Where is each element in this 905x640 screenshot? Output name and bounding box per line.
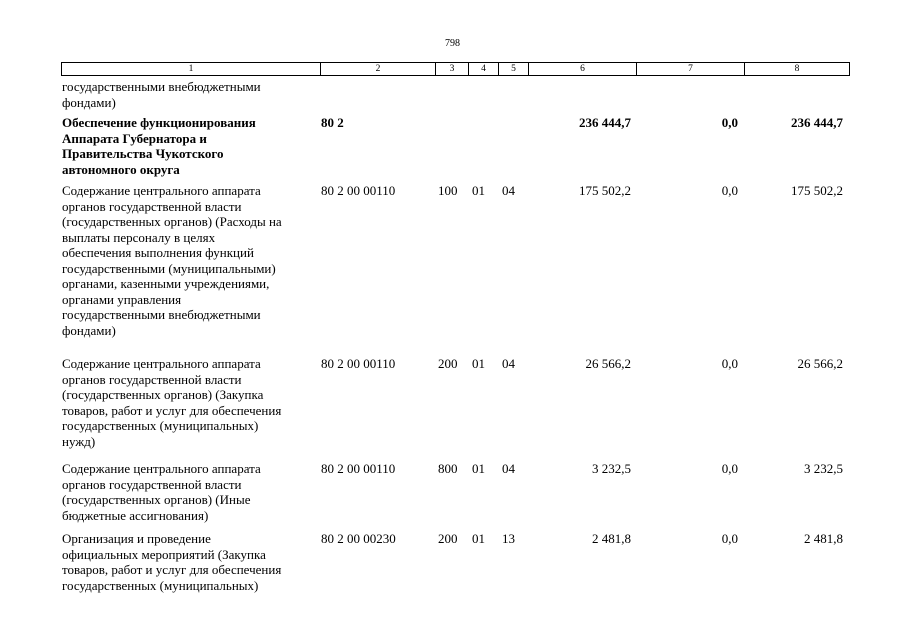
- description-line: автономного округа: [62, 161, 180, 177]
- section-code: 01: [472, 461, 485, 476]
- amount-final: 175 502,2: [791, 183, 843, 198]
- amount-final: 26 566,2: [797, 356, 843, 371]
- description-line: органов государственной власти: [62, 476, 242, 492]
- subsection-code: 04: [502, 183, 515, 198]
- page-number: 798: [445, 38, 460, 49]
- column-number-1: 1: [62, 63, 321, 76]
- description-line: товаров, работ и услуг для обеспечения: [62, 562, 282, 577]
- target-article-code: 80 2 00 00230: [321, 531, 396, 546]
- amount-final: 2 481,8: [804, 531, 843, 546]
- amount-total: 2 481,8: [592, 531, 631, 546]
- description-line: государственными внебюджетными: [62, 307, 261, 322]
- expense-type-code: 200: [438, 356, 458, 371]
- amount-change: 0,0: [721, 115, 738, 130]
- amount-total: 236 444,7: [579, 115, 631, 130]
- column-number-3: 3: [436, 63, 469, 76]
- section-code: 01: [472, 183, 485, 198]
- target-article-code: 80 2: [321, 115, 344, 130]
- amount-total: 26 566,2: [585, 356, 631, 371]
- description-line: фондами): [62, 322, 116, 338]
- amount-total: 175 502,2: [579, 183, 631, 198]
- column-number-5: 5: [499, 63, 529, 76]
- subsection-code: 04: [502, 356, 515, 371]
- description-line: официальных мероприятий (Закупка: [62, 546, 266, 562]
- description-line: государственными (муниципальными): [62, 260, 276, 276]
- description-line: (государственных органов) (Закупка: [62, 387, 264, 402]
- description-line: Содержание центрального аппарата: [62, 183, 261, 198]
- subsection-code: 13: [502, 531, 515, 546]
- column-number-2: 2: [321, 63, 436, 76]
- description-line: нужд): [62, 433, 96, 449]
- row-description: [62, 531, 320, 593]
- description-line: выплаты персоналу в целях: [62, 229, 216, 245]
- row-description: [62, 183, 320, 338]
- row-description: [62, 356, 320, 449]
- amount-final: 236 444,7: [791, 115, 843, 130]
- description-line: Аппарата Губернатора и: [62, 130, 207, 146]
- description-line: бюджетные ассигнования): [62, 507, 209, 523]
- amount-total: 3 232,5: [592, 461, 631, 476]
- column-number-4: 4: [469, 63, 499, 76]
- amount-change: 0,0: [721, 531, 738, 546]
- target-article-code: 80 2 00 00110: [321, 183, 396, 198]
- subsection-code: 04: [502, 461, 515, 476]
- column-number-header: [61, 62, 850, 76]
- description-line: Организация и проведение: [62, 531, 211, 546]
- expense-type-code: 200: [438, 531, 458, 546]
- description-line: государственных (муниципальных): [62, 418, 259, 433]
- description-line: (государственных органов) (Расходы на: [62, 214, 282, 229]
- expense-type-code: 800: [438, 461, 458, 476]
- amount-final: 3 232,5: [804, 461, 843, 476]
- description-line: (государственных органов) (Иные: [62, 492, 251, 507]
- row-description: [62, 461, 320, 523]
- column-number-8: 8: [745, 63, 850, 76]
- description-line: государственными внебюджетными: [62, 79, 261, 94]
- row-description: [62, 79, 320, 110]
- description-line: Содержание центрального аппарата: [62, 356, 261, 371]
- description-line: товаров, работ и услуг для обеспечения: [62, 402, 282, 418]
- column-number-7: 7: [637, 63, 745, 76]
- section-code: 01: [472, 531, 485, 546]
- column-number-6: 6: [529, 63, 637, 76]
- description-line: фондами): [62, 94, 116, 110]
- description-line: государственных (муниципальных): [62, 577, 259, 593]
- amount-change: 0,0: [721, 461, 738, 476]
- amount-change: 0,0: [721, 356, 738, 371]
- description-line: Содержание центрального аппарата: [62, 461, 261, 476]
- description-line: органами управления: [62, 291, 182, 307]
- row-description: [62, 115, 320, 177]
- section-code: 01: [472, 356, 485, 371]
- description-line: Правительства Чукотского: [62, 146, 224, 161]
- description-line: органов государственной власти: [62, 198, 242, 214]
- description-line: органами, казенными учреждениями,: [62, 276, 270, 291]
- target-article-code: 80 2 00 00110: [321, 356, 396, 371]
- expense-type-code: 100: [438, 183, 458, 198]
- amount-change: 0,0: [721, 183, 738, 198]
- description-line: органов государственной власти: [62, 371, 242, 387]
- description-line: Обеспечение функционирования: [62, 115, 256, 130]
- description-line: обеспечения выполнения функций: [62, 245, 254, 260]
- target-article-code: 80 2 00 00110: [321, 461, 396, 476]
